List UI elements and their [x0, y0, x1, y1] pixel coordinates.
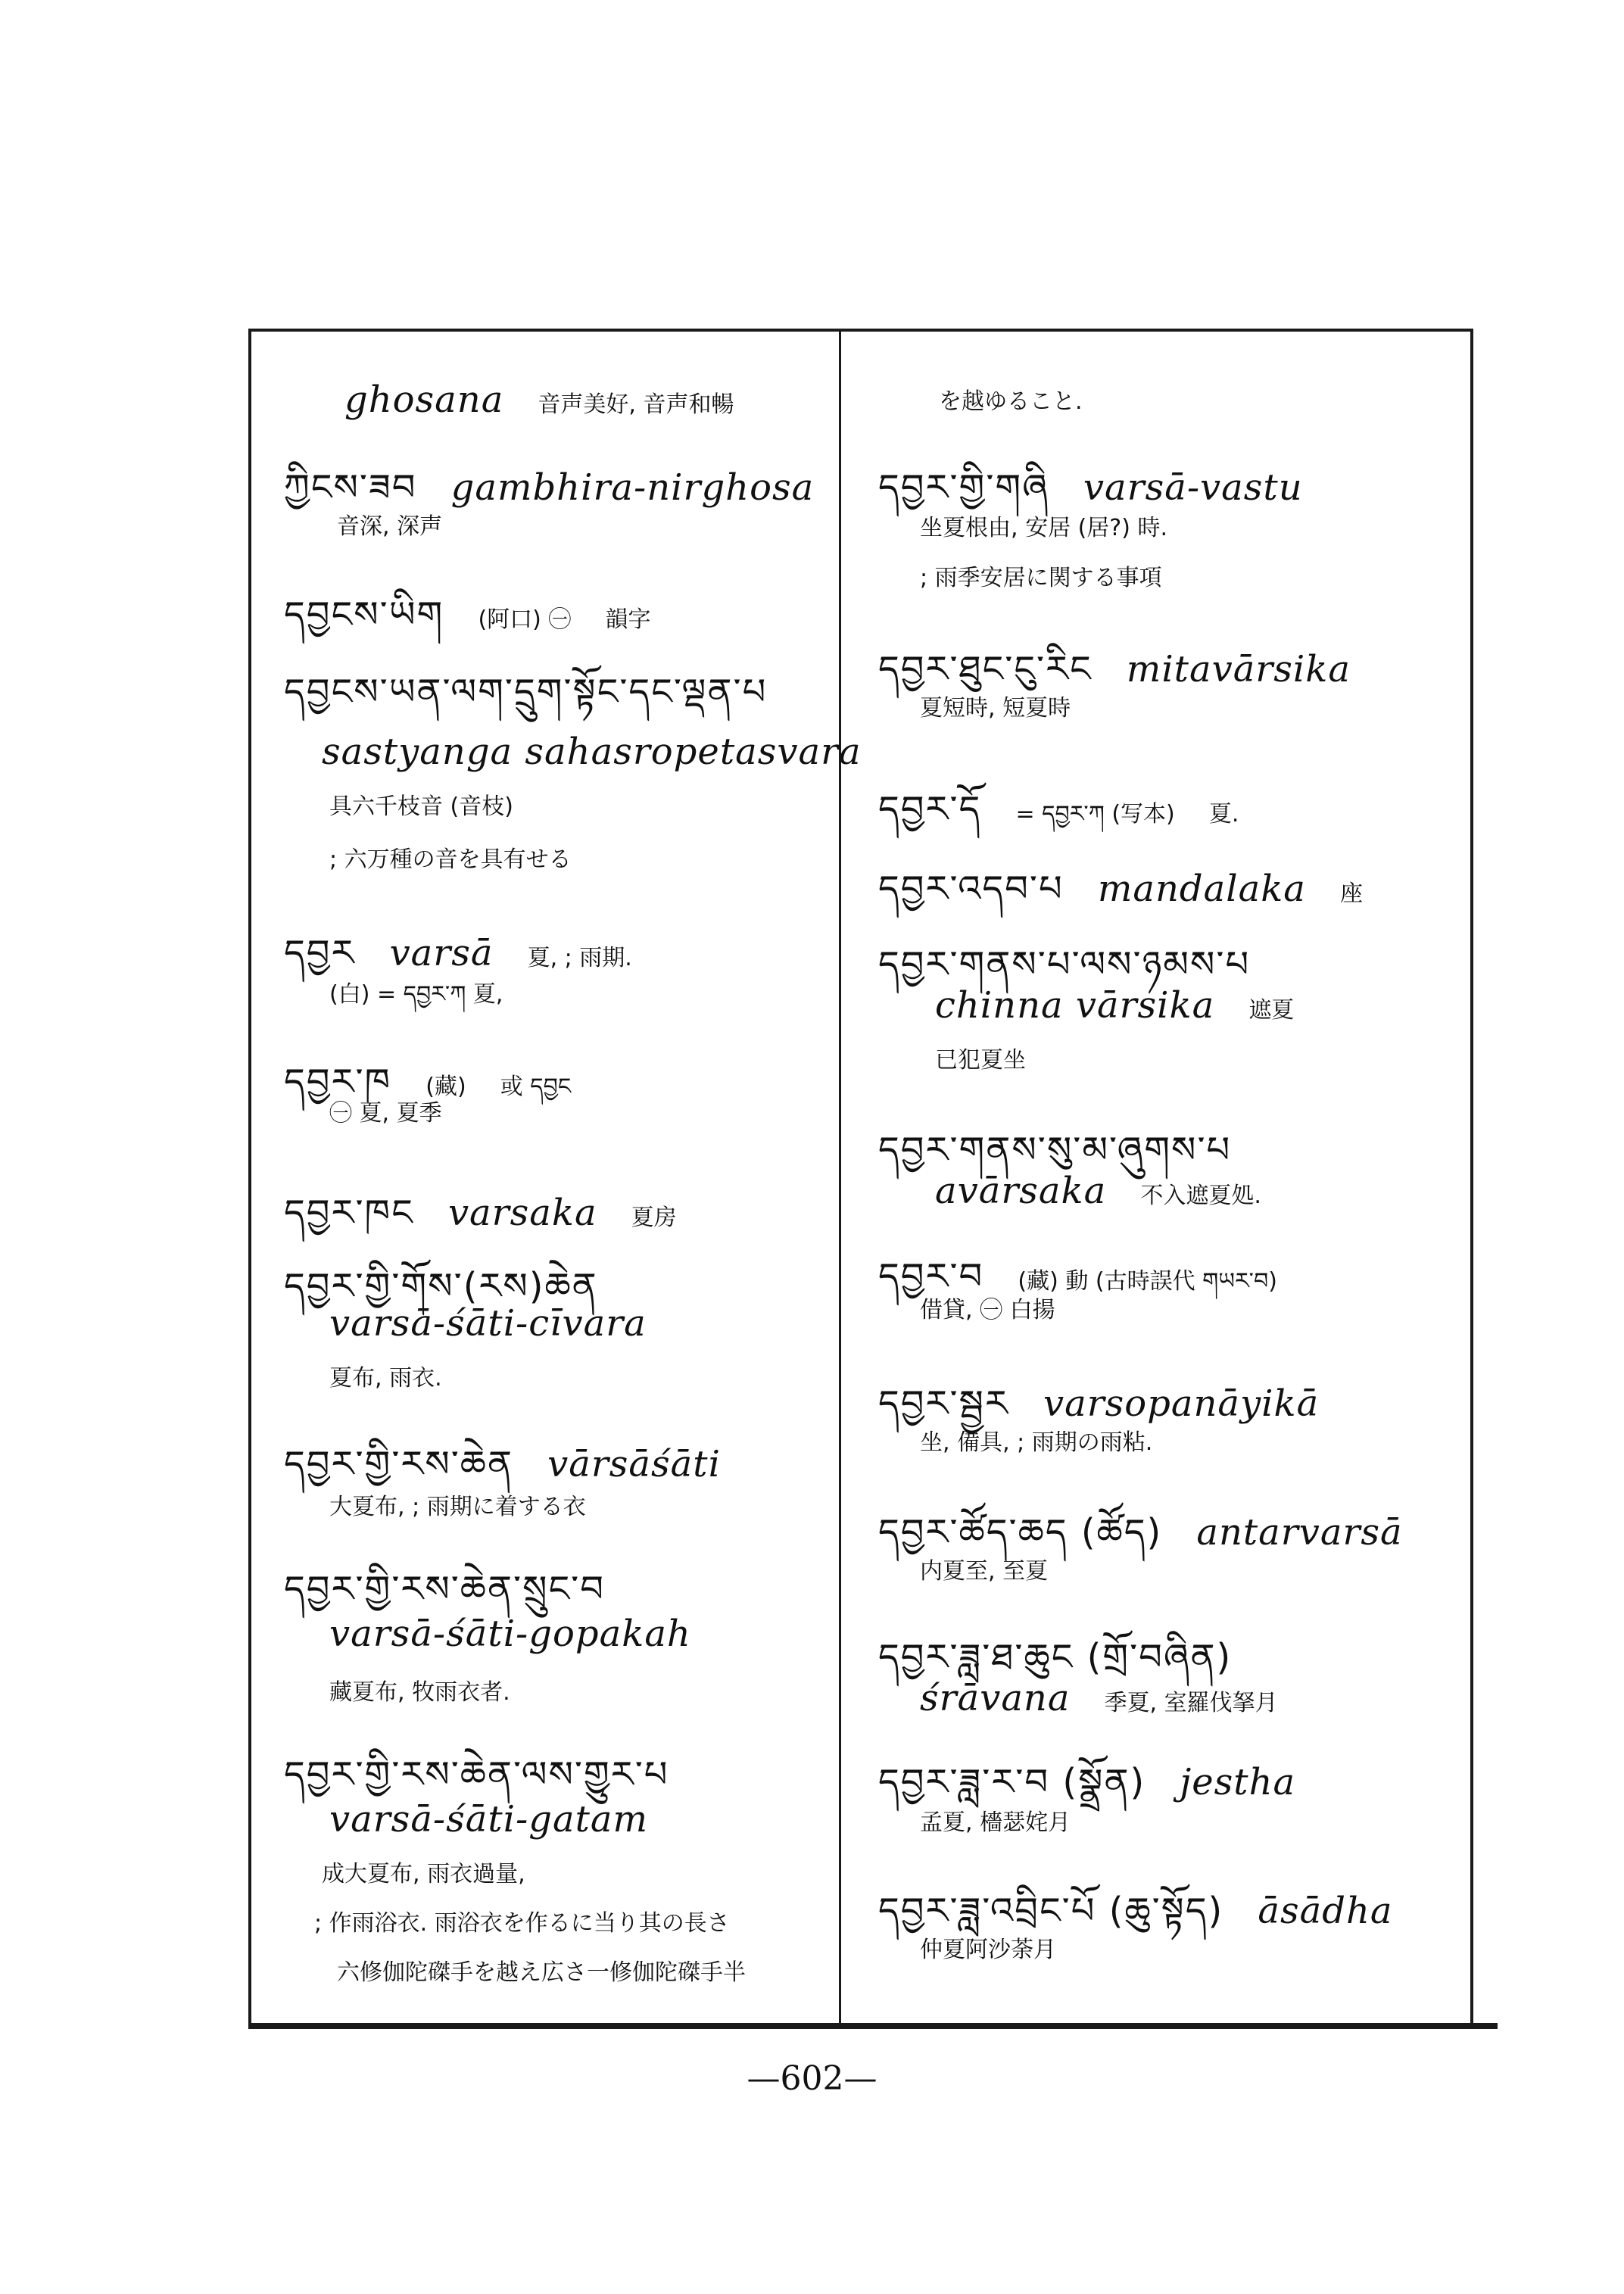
tibetan-term: དབྱར་གནས་པ་ལས་ཉམས་པ: [878, 943, 1251, 986]
gloss-line: [329, 1673, 510, 1706]
gloss-line: [920, 689, 1071, 722]
gloss: 六修伽陀磔手を越え広さ一修伽陀磔手半: [337, 1959, 746, 1986]
gloss: 内夏至, 至夏: [920, 1558, 1049, 1585]
romanization-line: [935, 1170, 1261, 1212]
tibetan-term: དབྱར་གྱི་གོས་(རས)ཆེན: [284, 1265, 598, 1308]
gloss: ; 雨季安居に関する事項: [920, 565, 1162, 591]
gloss-line: [935, 1041, 1026, 1074]
romanization: avārsaka: [935, 1170, 1107, 1212]
gloss-line: [920, 559, 1162, 592]
gloss-line: [337, 507, 442, 541]
gloss-line: [329, 1488, 586, 1521]
tibetan-term: དབྱར་ཟླ་ཐ་ཆུང (གྲོ་བཞིན): [878, 1636, 1233, 1678]
gloss: 夏, ; 雨期.: [527, 945, 632, 971]
gloss: 借貸, ㊀ 白揚: [920, 1297, 1055, 1323]
gloss: 具六千枝音 (音枝): [329, 793, 513, 820]
gloss-line: [322, 1855, 525, 1888]
romanization-line: [935, 984, 1294, 1027]
gloss-line: [329, 787, 513, 821]
gloss-line: [920, 1931, 1056, 1964]
note: (藏): [425, 1074, 466, 1100]
frame-bottom-rule: [248, 2023, 1498, 2029]
romanization-line: [329, 1302, 647, 1345]
romanization: antarvarsā: [1196, 1511, 1403, 1554]
romanization: gambhira-nirghosa: [450, 466, 815, 509]
tibetan-term: དབྱར་ཚོད་ཆད (ཚོད): [878, 1511, 1163, 1554]
column-divider: [839, 330, 841, 2026]
entry: [344, 379, 734, 421]
gloss: 大夏布, ; 雨期に着する衣: [329, 1494, 586, 1520]
gloss-line: [314, 1904, 730, 1937]
gloss: 夏房: [631, 1205, 677, 1231]
tibetan-term: དབྱར་འདབ་པ: [878, 868, 1064, 910]
tibetan-term: དབྱར་ཐུང་ངུ་རིང: [878, 648, 1093, 690]
gloss-line: [920, 1291, 1055, 1324]
gloss: 音声美好, 音声和暢: [538, 391, 734, 418]
romanization: āsādha: [1258, 1890, 1393, 1932]
tibetan-term: དབྱར་གྱི་རས་ཆེན: [284, 1443, 513, 1485]
gloss: 成大夏布, 雨衣過量,: [322, 1861, 525, 1887]
gloss-line: [939, 382, 1083, 416]
romanization: śrāvana: [920, 1677, 1071, 1719]
gloss: 坐夏根由, 安居 (居?) 時.: [920, 515, 1168, 541]
gloss: 仲夏阿沙荼月: [920, 1937, 1056, 1963]
romanization: varsaka: [447, 1192, 597, 1234]
romanization-line: [329, 1798, 648, 1840]
gloss: 夏布, 雨衣.: [329, 1365, 442, 1392]
gloss: 藏夏布, 牧雨衣者.: [329, 1679, 510, 1706]
gloss: 已犯夏坐: [935, 1047, 1026, 1074]
gloss: 或 དབྱང: [500, 1074, 572, 1100]
gloss: 不入遮夏処.: [1140, 1183, 1261, 1209]
gloss: 音深, 深声: [337, 513, 443, 540]
tibetan-term: ཀྱིངས་ཟབ: [284, 466, 417, 509]
gloss: 遮夏: [1248, 997, 1295, 1024]
gloss-line: [920, 1423, 1152, 1457]
gloss: 座: [1340, 881, 1364, 907]
gloss: ; 六万種の音を具有せる: [329, 846, 572, 873]
tibetan-term: དབྱར: [284, 932, 356, 974]
gloss-line: [337, 1953, 746, 1987]
gloss: ; 作雨浴衣. 雨浴衣を作るに当り其の長さ: [314, 1910, 730, 1937]
romanization: varsopanāyikā: [1043, 1382, 1320, 1425]
gloss-line: [920, 1803, 1071, 1837]
gloss-line: [920, 509, 1167, 542]
gloss-line: [329, 1359, 442, 1392]
romanization: vārsāśāti: [547, 1443, 721, 1485]
gloss: ㊀ 夏, 夏季: [329, 1100, 442, 1127]
tibetan-term: དབྱར་གྱི་གཞི: [878, 466, 1049, 509]
romanization: jestha: [1180, 1761, 1296, 1803]
tibetan-term: དབྱར་ཟླ་ར་བ (སྣྲོན): [878, 1761, 1146, 1803]
romanization: varsā-śāti-gopakah: [329, 1613, 691, 1655]
note: = དབྱར་ཀ (写本): [1015, 801, 1175, 828]
gloss: 夏短時, 短夏時: [920, 695, 1071, 722]
note: (阿口) ㊀: [478, 606, 572, 633]
romanization-line: [920, 1677, 1278, 1719]
tibetan-term: དབྱར་སྦྱར: [878, 1382, 1009, 1425]
romanization: varsā-vastu: [1083, 466, 1303, 509]
tibetan-term: དབྱར་གྱི་རས་ཆེན་སྲུང་བ: [284, 1568, 606, 1610]
gloss: 韻字: [605, 606, 651, 633]
entry: [284, 1041, 571, 1143]
tibetan-term: དབྱར་དོ: [878, 788, 982, 831]
tibetan-term: དབྱར་ཟླ་འབྲིང་པོ (ཆུ་སྟོད): [878, 1890, 1224, 1932]
note: (藏) 動 (古時誤代 གཡར་བ): [1018, 1268, 1277, 1295]
romanization: sastyanga sahasropetasvara: [322, 731, 862, 773]
tibetan-term: དབྱར་བ: [878, 1255, 984, 1298]
tibetan-term: དབྱར་གྱི་རས་ཆེན་ལས་གྱུར་པ: [284, 1753, 669, 1796]
gloss: (白) = དབྱར་ཀ 夏,: [329, 981, 503, 1008]
gloss-line: [329, 1094, 442, 1127]
gloss-line: [920, 1552, 1048, 1585]
gloss: 孟夏, 檣瑟姹月: [920, 1809, 1071, 1836]
romanization-line: [322, 731, 862, 773]
gloss: を越ゆること.: [939, 388, 1083, 415]
gloss: 坐, 備具, ; 雨期の雨粘.: [920, 1429, 1153, 1456]
gloss: 夏.: [1208, 801, 1239, 828]
tibetan-term: དབྱར་ཁ: [284, 1061, 392, 1103]
romanization: mandalaka: [1097, 868, 1306, 910]
tibetan-term: དབྱར་ཁང: [284, 1192, 414, 1234]
romanization: varsā: [389, 932, 494, 974]
tibetan-term: དབྱངས་ཡིག: [284, 594, 444, 636]
tibetan-term: དབྱངས་ཡན་ལག་དྲུག་སྟོང་དང་ལྡན་པ: [284, 671, 768, 713]
romanization: mitavārsika: [1126, 648, 1351, 690]
romanization: chinna vārsika: [935, 984, 1215, 1027]
romanization: ghosana: [344, 379, 504, 421]
romanization-line: [329, 1613, 691, 1655]
gloss: 季夏, 室羅伐拏月: [1104, 1690, 1278, 1716]
gloss-line: [329, 969, 503, 1033]
romanization: varsā-śāti-cīvara: [329, 1302, 647, 1345]
page-number: —602—: [747, 2059, 877, 2098]
romanization: varsā-śāti-gatam: [329, 1798, 649, 1840]
gloss-line: [329, 840, 572, 874]
tibetan-term: དབྱར་གནས་སུ་མ་ཞུགས་པ: [878, 1129, 1232, 1171]
